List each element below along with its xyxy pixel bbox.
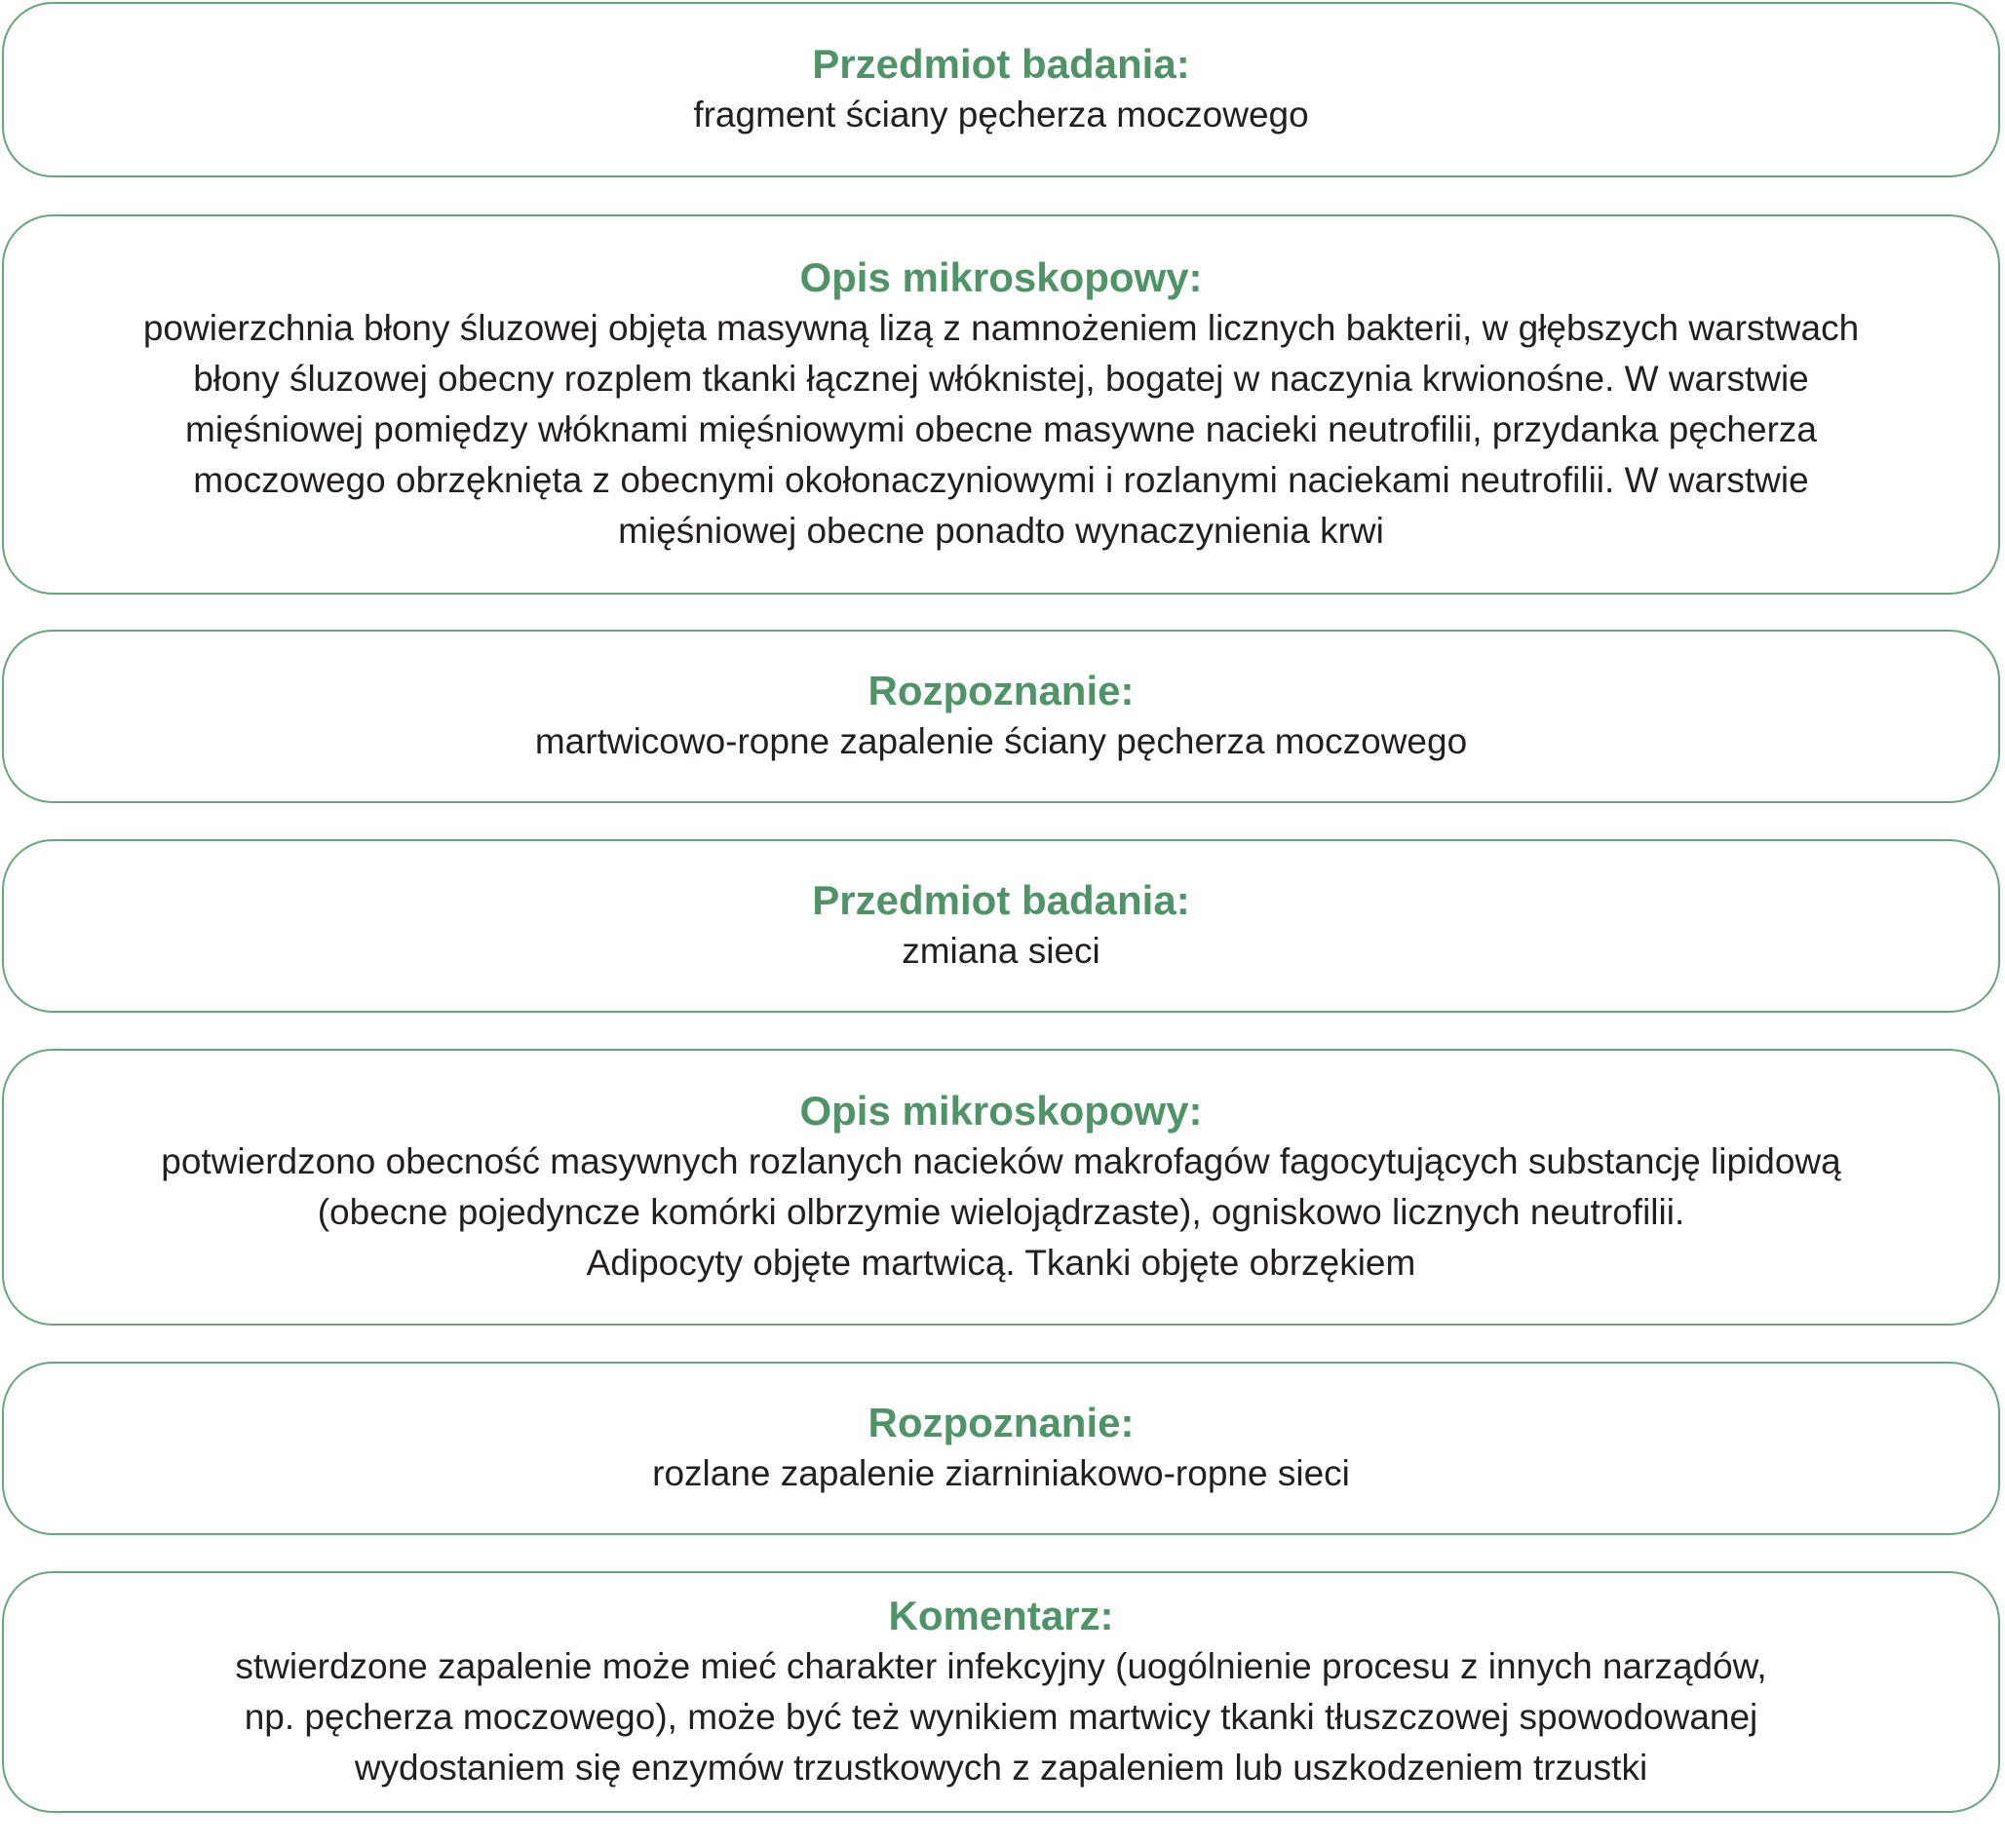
section-card-subject-1 [2, 2, 2000, 177]
section-card-microscopy-1 [2, 214, 2000, 595]
section-heading: Rozpoznanie: [868, 1400, 1135, 1445]
section-text: fragment ściany pęcherza moczowego [693, 95, 1309, 135]
section-heading: Przedmiot badania: [812, 877, 1190, 923]
section-heading: Komentarz: [888, 1593, 1114, 1638]
section-text: martwicowo-ropne zapalenie ściany pęcherza moczowego [534, 721, 1468, 761]
section-text: stwierdzone zapalenie może mieć charakter infekcyjny (uogólnienie procesu z innych narządów, np. pęcherza moczowego), może być też wynikiem martwicy tkanki tłuszczowej spowodowanej wydostaniem się enzymów trzustkowych z zapaleniem lub uszkodzeniem trzustki [235, 1646, 1767, 1788]
section-heading: Opis mikroskopowy: [799, 254, 1203, 300]
section-heading: Opis mikroskopowy: [799, 1088, 1203, 1134]
section-card-diagnosis-2 [2, 1362, 2000, 1535]
section-heading: Przedmiot badania: [812, 41, 1190, 87]
section-heading: Rozpoznanie: [868, 668, 1135, 713]
section-text: zmiana sieci [902, 931, 1100, 971]
section-text: rozlane zapalenie ziarniniakowo-ropne sieci [652, 1453, 1350, 1493]
section-card-microscopy-2 [2, 1049, 2000, 1326]
section-card-subject-2 [2, 839, 2000, 1013]
section-text: powierzchnia błony śluzowej objęta masywną lizą z namnożeniem licznych bakterii, w głębszych warstwach błony śluzowej obecny rozplem tkanki łącznej włóknistej, bogatej w naczynia krwionośne. W warstwie mięśniowej pomiędzy włóknami mięśniowymi obecne masywne nacieki neutrofilii, przydanka pęcherza moczowego obrzęknięta z obecnymi okołonaczyniowymi i rozlanymi naciekami neutrofilii. W warstwie mięśniowej obecne ponadto wynaczynienia krwi [142, 308, 1860, 551]
section-card-diagnosis-1 [2, 630, 2000, 803]
section-card-comment [2, 1571, 2000, 1813]
section-text: potwierdzono obecność masywnych rozlanych nacieków makrofagów fagocytujących substancję lipidową (obecne pojedyncze komórki olbrzymie wielojądrzaste), ogniskowo licznych neutrofilii. Adipocyty objęte martwicą. Tkanki objęte obrzękiem [161, 1141, 1841, 1283]
